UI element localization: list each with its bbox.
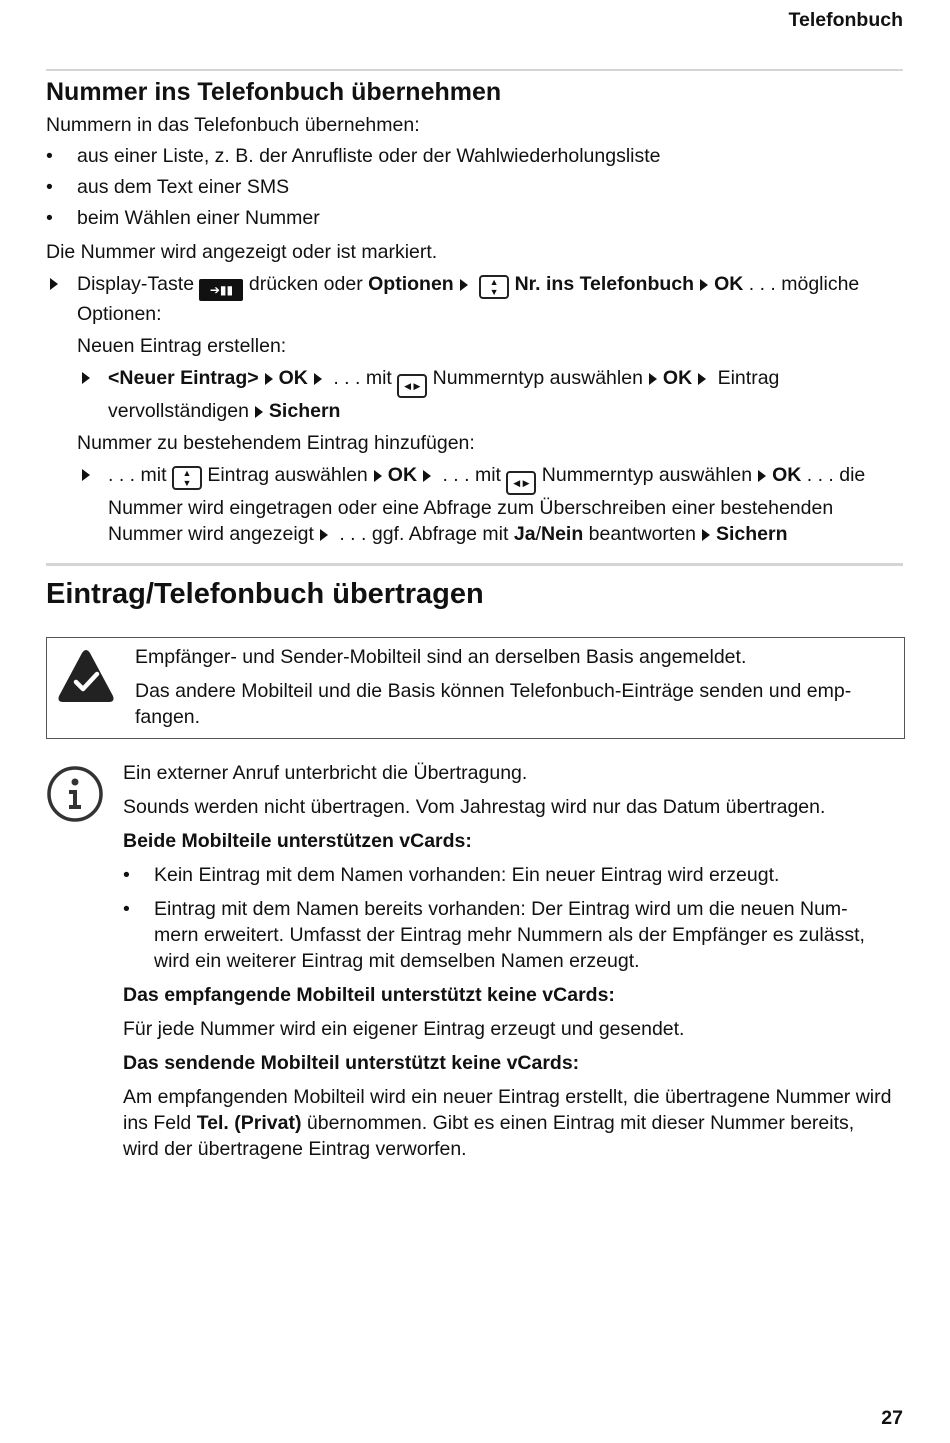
new-entry-label: Neuen Eintrag erstellen: [77,335,287,357]
bullet-icon: • [123,898,130,920]
running-header: Telefonbuch [788,9,903,31]
prerequisite-box [46,637,905,739]
step-arrow-icon [82,469,90,481]
step-arrow-icon [255,406,263,418]
prerequisite-text: Das andere Mobilteil und die Basis können Telefonbuch-Einträge senden und emp- fangen. [135,680,852,728]
prerequisite-check-icon [57,648,115,704]
info-text: Ein externer Anruf unterbricht die Übertragung. [123,762,528,784]
info-subheading: Das sendende Mobilteil unterstützt keine vCards: [123,1052,580,1074]
step-arrow-icon [265,373,273,385]
step-arrow-icon [649,373,657,385]
bullet-icon: • [46,207,53,229]
step-arrow-icon [50,278,58,290]
info-icon [46,765,104,823]
bullet-icon: • [46,145,53,167]
nav-key-leftright-icon: ◀ ▶ [397,374,427,398]
prerequisite-text: Empfänger- und Sender-Mobilteil sind an derselben Basis angemeldet. [135,646,747,668]
section-heading: Eintrag/Telefonbuch übertragen [46,578,484,610]
step-new-entry: <Neuer Eintrag> OK . . . mit ◀ ▶ Nummerntyp auswählen OK Eintrag vervollständigen Sichern [46,365,904,424]
nav-key-updown-icon: ▲ ▼ [172,466,202,490]
divider [46,563,903,566]
list-item: • Eintrag mit dem Namen bereits vorhanden: Der Eintrag wird um die neuen Num- mern erweitert. Umfasst der Eintrag mehr Nummern als der Empfänger es zulässt, wird ein weiterer Eintrag mit demselben Namen erzeugt. [123,898,865,972]
info-text: Am empfangenden Mobilteil wird ein neuer Eintrag erstellt, die übertragene Nummer wird ins Feld Tel. (Privat) übernommen. Gibt es einen Eintrag mit dieser Nummer bereits, wird der übertragene Eintrag verworfen. [123,1086,892,1160]
marked-text: Die Nummer wird angezeigt oder ist markiert. [46,241,438,263]
list-item: • beim Wählen einer Nummer [46,207,320,229]
step-existing-entry: . . . mit ▲ ▼ Eintrag auswählen OK . . . mit ◀ ▶ Nummerntyp auswählen OK . . . die Nummer wird eingetragen oder eine Abfrage zum Überschreiben einer bestehenden Nummer wird angezeigt . . . ggf. Abfrage mit Ja/Nein beantworten Sichern [46,462,904,547]
bullet-icon: • [46,176,53,198]
section-heading: Nummer ins Telefonbuch übernehmen [46,78,502,106]
step-arrow-icon [320,529,328,541]
page-number: 27 [881,1407,903,1429]
info-block [123,760,893,1170]
step-arrow-icon [423,470,431,482]
info-text: Sounds werden nicht übertragen. Vom Jahrestag wird nur das Datum übertragen. [123,796,826,818]
intro-text: Nummern in das Telefonbuch übernehmen: [46,114,420,136]
step-arrow-icon [698,373,706,385]
list-item: • aus dem Text einer SMS [46,176,290,198]
list-item: • Kein Eintrag mit dem Namen vorhanden: Ein neuer Eintrag wird erzeugt. [123,864,780,886]
divider [46,69,903,71]
section-number-to-phonebook [46,76,904,547]
step-main: Display-Taste ➔▮▮ drücken oder Optionen ▲ ▼ Nr. ins Telefonbuch OK . . . mögliche Optionen: [46,271,904,327]
step-arrow-icon [82,372,90,384]
step-arrow-icon [758,470,766,482]
step-arrow-icon [702,529,710,541]
info-subheading: Beide Mobilteile unterstützen vCards: [123,830,472,852]
step-arrow-icon [374,470,382,482]
nav-key-updown-icon: ▲ ▼ [479,275,509,299]
list-item: • aus einer Liste, z. B. der Anrufliste oder der Wahlwiederholungsliste [46,145,661,167]
step-arrow-icon [460,279,468,291]
nav-key-leftright-icon: ◀ ▶ [506,471,536,495]
info-text: Für jede Nummer wird ein eigener Eintrag erzeugt und gesendet. [123,1018,685,1040]
step-arrow-icon [314,373,322,385]
step-arrow-icon [700,279,708,291]
bullet-icon: • [123,864,130,886]
phonebook-display-key-icon: ➔▮▮ [199,279,243,301]
info-subheading: Das empfangende Mobilteil unterstützt keine vCards: [123,984,615,1006]
existing-entry-label: Nummer zu bestehendem Eintrag hinzufügen: [77,432,475,454]
